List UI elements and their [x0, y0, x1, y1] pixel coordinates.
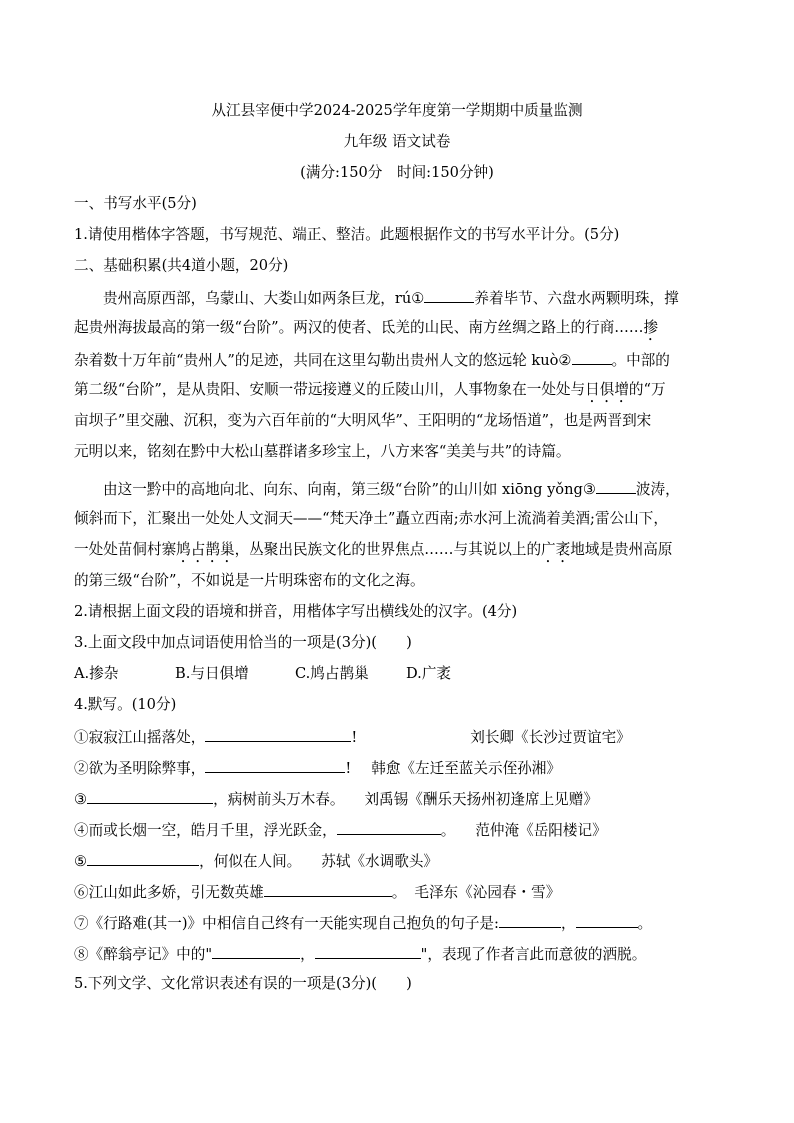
- recite-item: ⑧《醉翁亭记》中的" ， "，表现了作者言此而意彼的洒脱。: [74, 943, 734, 965]
- recite-source: 范仲淹《岳阳楼记》: [475, 822, 607, 839]
- answer-blank[interactable]: [205, 757, 345, 773]
- answer-blank[interactable]: [315, 943, 421, 959]
- dotted-word: 日俱增: [585, 381, 629, 398]
- passage-line: 元明以来，铭刻在黔中大松山墓群诸多珍宝上，八方来客“美美与共”的诗篇。: [74, 443, 571, 460]
- answer-blank[interactable]: [499, 912, 561, 928]
- passage-line: 倾斜而下，汇聚出一处处人文洞天——“梵天净土”矗立西南;赤水河上流淌着美酒;雷公山下，: [74, 510, 668, 527]
- dotted-word: 鸠占鹊巢: [176, 541, 235, 558]
- recite-source: 刘长卿《长沙过贾谊宅》: [470, 729, 631, 746]
- option-a[interactable]: A.掺杂: [74, 665, 119, 682]
- exam-subtitle: 九年级 语文试卷: [343, 133, 451, 150]
- recite-item: ④而或长烟一空，皓月千里，浮光跃金， 。 范仲淹《岳阳楼记》: [74, 819, 734, 841]
- recite-source: 韩愈《左迁至蓝关示侄孙湘》: [371, 760, 561, 777]
- recite-source: 毛泽东《沁园春・雪》: [414, 884, 561, 901]
- exam-score-time: (满分:150分 时间:150分钟): [300, 164, 494, 181]
- option-b[interactable]: B.与日俱增: [175, 665, 249, 682]
- question-5: 5.下列文学、文化常识表述有误的一项是(3分)( ): [74, 975, 412, 992]
- recite-item: ⑤ ，何似在人间。 苏轼《水调歌头》: [74, 850, 734, 872]
- section2-heading: 二、基础积累(共4道小题，20分): [74, 257, 289, 274]
- question-4: 4.默写。(10分): [74, 696, 177, 713]
- question-2: 2.请根据上面文段的语境和拼音，用楷体字写出横线处的汉字。(4分): [74, 603, 518, 620]
- answer-blank[interactable]: [205, 726, 351, 742]
- answer-blank[interactable]: [264, 881, 392, 897]
- passage-line: 一处处苗侗村寨鸠占鹊巢，丛聚出民族文化的世界焦点……与其说以上的广袤地域是贵州高原: [74, 541, 673, 558]
- recite-item: ①寂寂江山摇落处， ! 刘长卿《长沙过贾谊宅》: [74, 726, 734, 748]
- question-3: 3.上面文段中加点词语使用恰当的一项是(3分)( ): [74, 634, 412, 651]
- answer-blank[interactable]: [212, 943, 300, 959]
- answer-blank[interactable]: [337, 819, 441, 835]
- option-c[interactable]: C.鸠占鹊巢: [295, 665, 369, 682]
- answer-blank[interactable]: [87, 850, 199, 866]
- recite-source: 刘禹锡《酬乐天扬州初逢席上见赠》: [364, 791, 598, 808]
- passage-line: 的第三级“台阶”，不如说是一片明珠密布的文化之海。: [74, 572, 425, 589]
- recite-source: 苏轼《水调歌头》: [321, 853, 439, 870]
- passage-line: 贵州高原西部，乌蒙山、大娄山如两条巨龙，rú① 养着毕节、六盘水两颗明珠，撑: [103, 287, 734, 309]
- recite-item: ⑦《行路难(其一)》中相信自己终有一天能实现自己抱负的句子是: ， 。: [74, 912, 734, 934]
- exam-title: 从江县宰便中学2024-2025学年度第一学期期中质量监测: [211, 102, 583, 119]
- answer-blank[interactable]: [424, 287, 474, 303]
- dotted-word: 掺: [643, 319, 659, 336]
- answer-blank[interactable]: [572, 349, 612, 365]
- passage-line: 第二级“台阶”，是从贵阳、安顺一带远接遵义的丘陵山川，人事物象在一处处与日俱增的“万: [74, 381, 666, 398]
- passage-line: 杂着数十万年前“贵州人”的足迹，共同在这里勾勒出贵州人文的悠远轮 kuò② 。中部的: [74, 349, 734, 371]
- option-d[interactable]: D.广袤: [406, 665, 452, 682]
- passage-line: 由这一黔中的高地向北、向东、向南，第三级“台阶”的山川如 xiōng yǒng③ 波涛，: [103, 478, 734, 500]
- question-3-options: [74, 664, 734, 684]
- section1-heading: 一、书写水平(5分): [74, 195, 197, 212]
- recite-item: ②欲为圣明除弊事， ! 韩愈《左迁至蓝关示侄孙湘》: [74, 757, 734, 779]
- dotted-word: 广袤: [541, 541, 571, 558]
- answer-blank[interactable]: [576, 912, 638, 928]
- answer-blank[interactable]: [87, 788, 213, 804]
- recite-item: ③ ，病树前头万木春。 刘禹锡《酬乐天扬州初逢席上见赠》: [74, 788, 734, 810]
- passage-line: 起贵州海拔最高的第一级“台阶”。两汉的使者、氐羌的山民、南方丝绸之路上的行商……掺: [74, 319, 659, 336]
- answer-blank[interactable]: [596, 478, 636, 494]
- passage-line: 亩坝子”里交融、沉积，变为六百年前的“大明风华”、王阳明的“龙场悟道”，也是两晋到宋: [74, 412, 652, 429]
- question-1: 1.请使用楷体字答题，书写规范、端正、整洁。此题根据作文的书写水平计分。(5分): [74, 226, 620, 243]
- recite-item: ⑥江山如此多娇，引无数英雄 。 毛泽东《沁园春・雪》: [74, 881, 734, 903]
